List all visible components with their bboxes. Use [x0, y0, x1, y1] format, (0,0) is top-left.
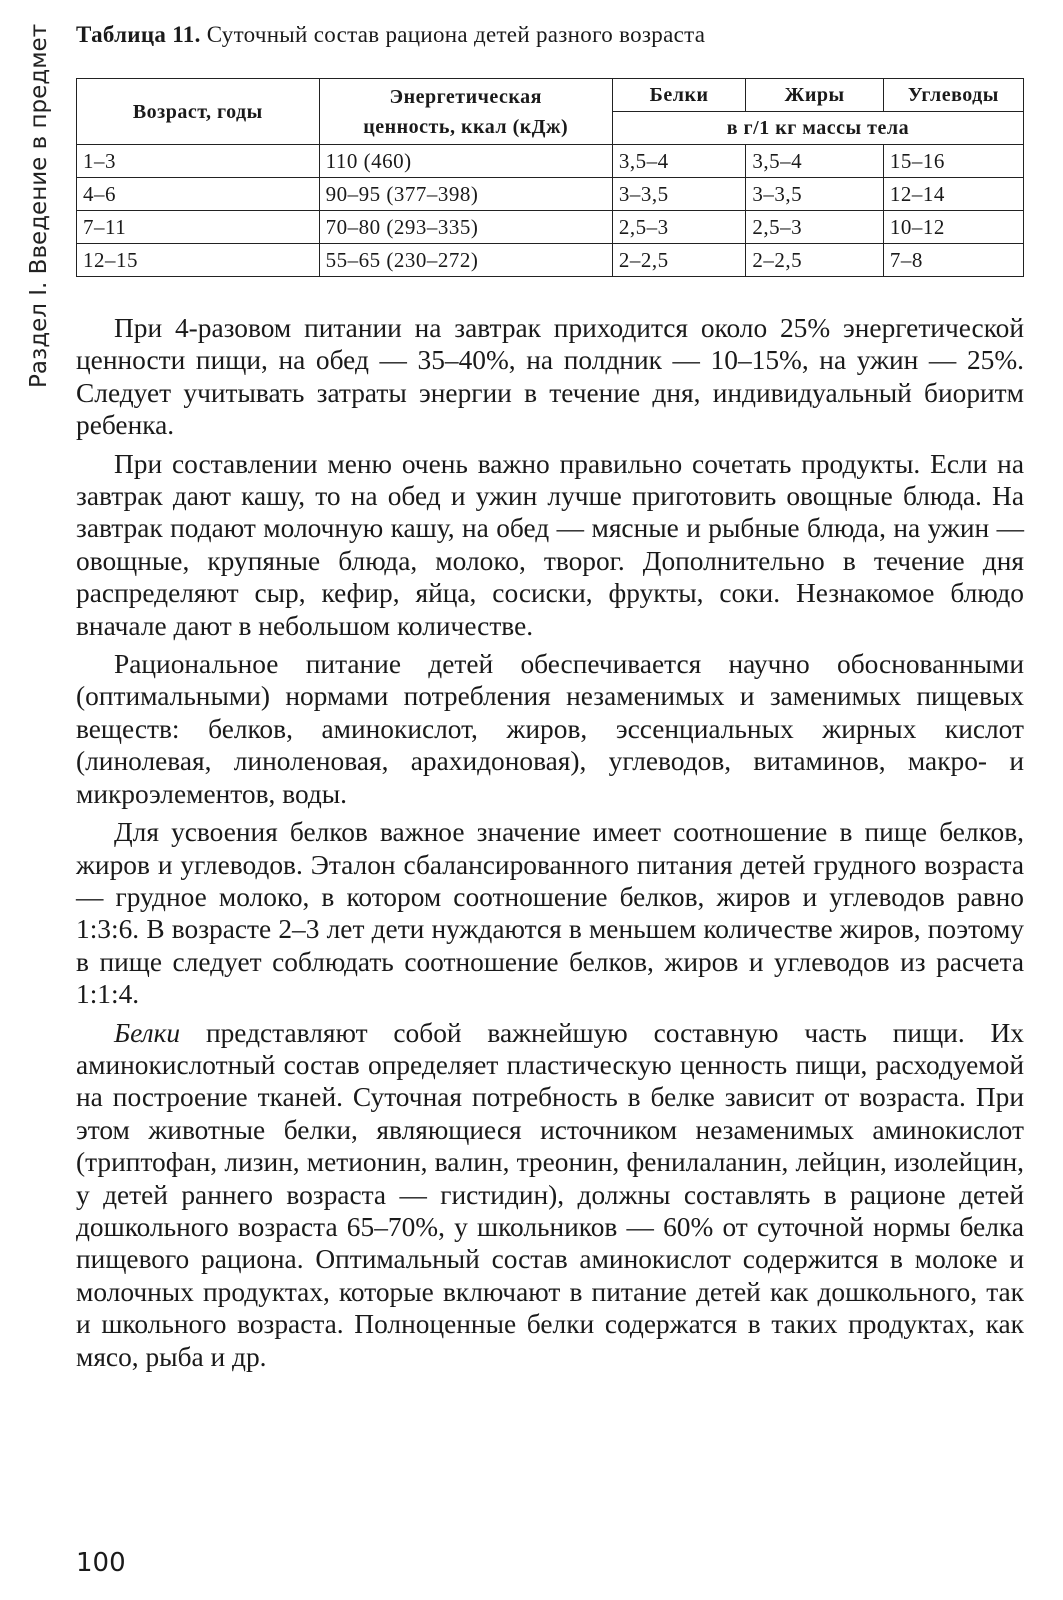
cell-fats: 2–2,5 [746, 244, 883, 277]
cell-proteins: 3–3,5 [612, 178, 746, 211]
header-energy-line1: Энергетическая [389, 85, 542, 108]
cell-fats: 3,5–4 [746, 145, 883, 178]
table-row [77, 178, 1024, 211]
table-caption-text: Суточный состав рациона детей разного возраста [206, 22, 706, 47]
table-caption [76, 22, 705, 48]
paragraph-nutrient-ratio: Для усвоения белков важное значение имеет соотношение в пище белков, жиров и углеводов. Эталон сбалансированного питания детей грудного возраста — грудное молоко, в котором соотношение белков, жиров и углеводов равно 1:3:6. В возрасте 2–3 лет дети нуждаются в меньшем количестве жиров, поэтому в пище следует соблюдать соотношение белков, жиров и углеводов из расчета 1:1:4. [76, 817, 1024, 1010]
cell-carbs: 10–12 [883, 211, 1023, 244]
header-age: Возраст, годы [77, 79, 320, 145]
header-energy-line2: ценность, ккал (кДж) [363, 115, 569, 138]
cell-energy: 55–65 (230–272) [319, 244, 612, 277]
paragraph-menu-composition: При составлении меню очень важно правильно сочетать продукты. Если на завтрак дают кашу, то на обед и ужин лучше приготовить овощные блюда. На завтрак подают молочную кашу, на обед — мясные и рыбные блюда, на ужин — овощные, крупяные блюда, молоко, творог. Дополнительно в течение дня распределяют сыр, кефир, яйца, сосиски, фрукты, соки. Незнакомое блюдо вначале дают в небольшом количестве. [76, 448, 1024, 641]
cell-proteins: 2–2,5 [612, 244, 746, 277]
paragraph-meal-distribution: При 4-разовом питании на завтрак приходится около 25% энергетической ценности пищи, на обед — 35–40%, на полдник — 10–15%, на ужин — 25%. Следует учитывать затраты энергии в течение дня, индивидуальный биоритм ребенка. [76, 313, 1024, 441]
header-unit: в г/1 кг массы тела [612, 112, 1023, 145]
table-row [77, 211, 1024, 244]
paragraph-proteins-text: представляют собой важнейшую составную часть пищи. Их аминокислотный состав определяет пластическую ценность пищи, расходуемой на построение тканей. Суточная потребность в белке зависит от возраста. При этом животные белки, являющиеся источником незаменимых аминокислот (триптофан, лизин, метионин, валин, треонин, фенилаланин, лейцин, изолейцин, у детей раннего возраста — гистидин), должны составлять в рационе детей дошкольного возраста 65–70%, у школьников — 60% от суточной нормы белка пищевого рациона. Оптимальный состав аминокислот содержится в молоке и молочных продуктах, которые включают в питание детей как дошкольного, так и школьного возраста. Полноценные белки содержатся в таких продуктах, как мясо, рыба и др. [76, 1017, 1024, 1372]
cell-energy: 90–95 (377–398) [319, 178, 612, 211]
cell-proteins: 2,5–3 [612, 211, 746, 244]
header-proteins: Белки [612, 79, 746, 112]
cell-age: 12–15 [77, 244, 320, 277]
cell-proteins: 3,5–4 [612, 145, 746, 178]
cell-age: 7–11 [77, 211, 320, 244]
table-header-row [77, 79, 1024, 112]
cell-fats: 2,5–3 [746, 211, 883, 244]
body-text [76, 312, 1024, 1379]
cell-fats: 3–3,5 [746, 178, 883, 211]
cell-energy: 110 (460) [319, 145, 612, 178]
section-side-label: Раздел I. Введение в предмет [26, 23, 52, 388]
cell-age: 4–6 [77, 178, 320, 211]
header-carbs: Углеводы [883, 79, 1023, 112]
paragraph-proteins [76, 1017, 1024, 1373]
table-row [77, 244, 1024, 277]
table-caption-label: Таблица 11. [76, 22, 201, 47]
cell-energy: 70–80 (293–335) [319, 211, 612, 244]
table-row [77, 145, 1024, 178]
page-number: 100 [76, 1548, 126, 1578]
cell-carbs: 12–14 [883, 178, 1023, 211]
header-energy [319, 79, 612, 145]
paragraph-rational-nutrition: Рациональное питание детей обеспечивается научно обоснованными (оптимальными) нормами потребления незаменимых и заменимых пищевых веществ: белков, аминокислот, жиров, эссенциальных жирных кислот (линолевая, линоленовая, арахидоновая), углеводов, витаминов, макро- и микроэлементов, воды. [76, 649, 1024, 809]
cell-carbs: 15–16 [883, 145, 1023, 178]
cell-carbs: 7–8 [883, 244, 1023, 277]
term-proteins: Белки [114, 1017, 181, 1048]
nutrition-table [76, 78, 1024, 277]
header-fats: Жиры [746, 79, 883, 112]
cell-age: 1–3 [77, 145, 320, 178]
